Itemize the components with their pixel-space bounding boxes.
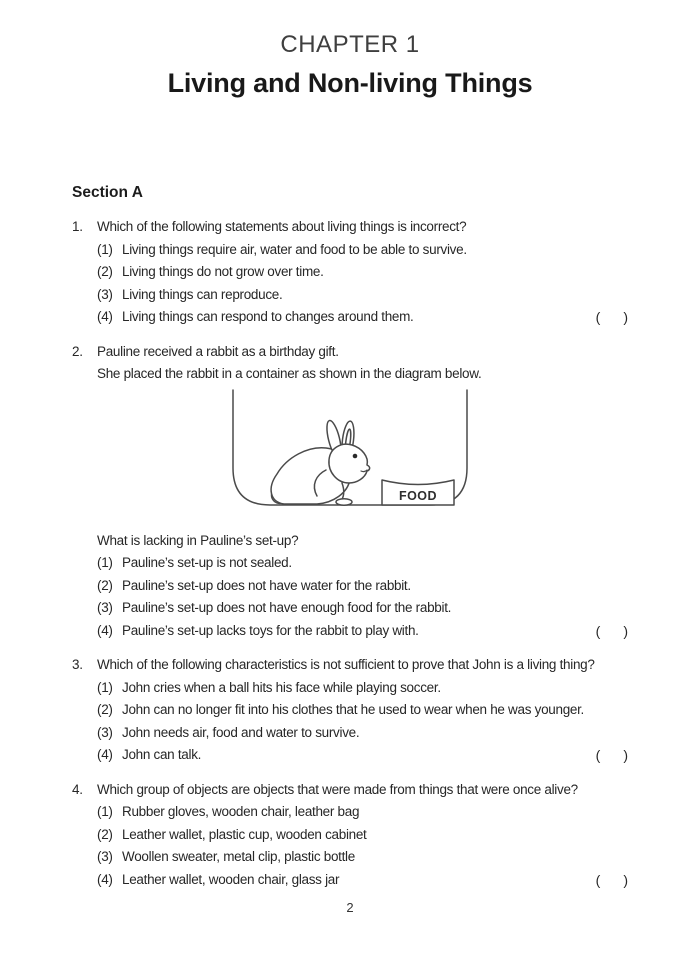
option-label: (2) [97, 702, 113, 717]
question-block-1 [72, 216, 628, 329]
question-stem-row [72, 341, 628, 364]
option-label: (1) [97, 241, 113, 257]
option-text: Pauline’s set-up does not have water for the rabbit. [122, 577, 411, 593]
question-number: 1. [72, 219, 83, 234]
option-label: (2) [97, 826, 113, 842]
option-row [97, 699, 628, 722]
option-label: (2) [97, 264, 113, 279]
page-title: Living and Non-living Things [167, 68, 533, 98]
option-text: Pauline’s set-up does not have enough food for the rabbit. [122, 600, 452, 615]
stem-indent-spacer [72, 530, 97, 553]
stem-indent-spacer [72, 363, 97, 386]
question-stem-row [72, 654, 628, 677]
question-stem-line-1: Pauline received a rabbit as a birthday gift. [97, 343, 339, 359]
option-text: John can no longer fit into his clothes that he used to wear when he was younger. [122, 702, 585, 717]
rabbit-paw [336, 498, 352, 504]
question-stem-row [72, 363, 628, 386]
option-row [97, 239, 628, 262]
option-text: John cries when a ball hits his face while playing soccer. [122, 679, 441, 695]
question-stem-line-2: She placed the rabbit in a container as shown in the diagram below. [97, 366, 482, 381]
option-text: John can talk. [122, 747, 202, 762]
question-number: 2. [72, 343, 83, 359]
question-block-3 [72, 654, 628, 767]
bracket-open: ( [595, 747, 601, 763]
option-text: Living things require air, water and food to be able to survive. [122, 241, 467, 257]
chapter-heading: CHAPTER 1 [280, 31, 420, 58]
option-label: (4) [97, 747, 113, 762]
option-label: (4) [97, 622, 113, 638]
question-block-4 [72, 779, 628, 892]
option-text: Living things can reproduce. [122, 286, 283, 302]
option-label: (1) [97, 804, 113, 819]
option-row [97, 575, 628, 598]
option-label: (3) [97, 600, 113, 615]
bracket-close: ) [623, 309, 628, 325]
option-label: (4) [97, 871, 113, 887]
option-label: (3) [97, 724, 113, 740]
option-text: Woollen sweater, metal clip, plastic bottle [122, 849, 355, 864]
answer-bracket [596, 306, 628, 329]
food-dish [382, 480, 454, 505]
question-stem-row [72, 779, 628, 802]
option-row [97, 620, 628, 643]
option-label: (3) [97, 286, 113, 302]
option-row [97, 677, 628, 700]
rabbit-drawing [271, 419, 370, 505]
option-row [97, 824, 628, 847]
option-text: Leather wallet, plastic cup, wooden cabinet [122, 826, 367, 842]
option-text: Pauline’s set-up is not sealed. [122, 555, 292, 570]
option-label: (4) [97, 309, 113, 324]
answer-bracket [596, 744, 628, 767]
option-label: (3) [97, 849, 113, 864]
bracket-close: ) [623, 747, 628, 763]
page-content [0, 31, 700, 919]
question-after-diagram: What is lacking in Pauline’s set-up? [97, 532, 299, 548]
answer-bracket [596, 869, 628, 892]
bracket-close: ) [623, 871, 628, 888]
question-after-diagram-row [72, 530, 628, 553]
option-text: John needs air, food and water to survive. [122, 724, 360, 740]
option-row [97, 846, 628, 869]
question-stem: Which group of objects are objects that were made from things that were once alive? [97, 781, 578, 797]
option-text: Living things do not grow over time. [122, 264, 324, 279]
option-text: Leather wallet, wooden chair, glass jar [122, 871, 340, 887]
options-list [97, 677, 628, 767]
question-number: 3. [72, 657, 83, 672]
option-row [97, 597, 628, 620]
question-stem: Which of the following statements about living things is incorrect? [97, 219, 467, 234]
bracket-open: ( [595, 622, 601, 639]
option-row [97, 801, 628, 824]
options-list [97, 552, 628, 642]
rabbit-eye [353, 453, 358, 458]
option-row [97, 744, 628, 767]
options-list [97, 801, 628, 891]
page-number: 2 [346, 900, 354, 915]
food-label: FOOD [398, 488, 438, 503]
bracket-open: ( [595, 309, 601, 325]
option-label: (1) [97, 679, 113, 695]
section-heading: Section A [72, 184, 143, 201]
answer-bracket [596, 620, 628, 643]
question-stem: Which of the following characteristics is not sufficient to prove that John is a living thing? [97, 657, 595, 672]
options-list [97, 239, 628, 329]
option-text: Rubber gloves, wooden chair, leather bag [122, 804, 360, 819]
option-row [97, 284, 628, 307]
option-row [97, 261, 628, 284]
bracket-open: ( [595, 871, 601, 888]
question-block-2 [72, 341, 628, 643]
diagram-container [72, 388, 628, 508]
option-text: Living things can respond to changes around them. [122, 309, 414, 324]
question-stem-row [72, 216, 628, 239]
option-text: Pauline’s set-up lacks toys for the rabbit to play with. [122, 622, 419, 638]
bracket-close: ) [623, 622, 628, 639]
rabbit-container-diagram [232, 388, 468, 508]
option-row [97, 306, 628, 329]
question-number: 4. [72, 781, 83, 797]
option-row [97, 722, 628, 745]
option-row [97, 552, 628, 575]
option-label: (1) [97, 555, 113, 570]
option-row [97, 869, 628, 892]
option-label: (2) [97, 577, 113, 593]
rabbit-head [329, 444, 370, 483]
